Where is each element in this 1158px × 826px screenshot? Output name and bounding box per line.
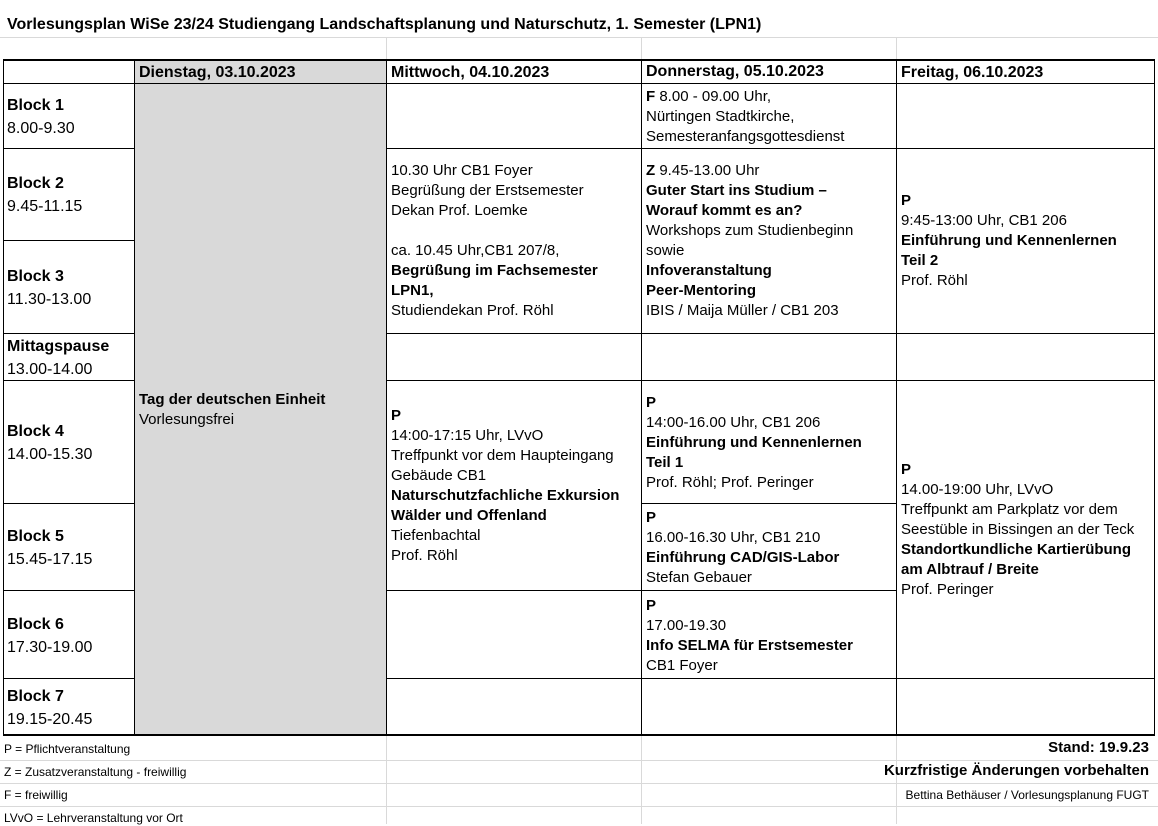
legend-item: F = freiwillig — [4, 788, 68, 802]
event-title: Peer-Mentoring — [646, 282, 757, 299]
event-text: Workshops zum Studienbeginn — [646, 222, 854, 239]
table-border — [641, 59, 642, 736]
event-text: 16.00-16.30 Uhr, CB1 210 — [646, 529, 821, 546]
event-text: Stefan Gebauer — [646, 569, 752, 586]
legend-item: Z = Zusatzveranstaltung - freiwillig — [4, 765, 187, 779]
block-time: 14.00-15.30 — [7, 446, 93, 463]
table-border — [386, 380, 1155, 381]
sheet-gridline — [896, 37, 897, 59]
event-text: Seestüble in Bissingen an der Teck — [901, 521, 1135, 538]
block-label: Mittagspause — [7, 338, 110, 355]
event-text: IBIS / Maija Müller / CB1 203 — [646, 302, 839, 319]
event-title: Naturschutzfachliche Exkursion — [391, 487, 620, 504]
event-text: Semesteranfangsgottesdienst — [646, 128, 845, 145]
table-border — [386, 678, 1155, 679]
event-title: Info SELMA für Erstsemester — [646, 637, 853, 654]
block-label: Block 6 — [7, 616, 64, 633]
event-text: Treffpunkt vor dem Haupteingang — [391, 447, 614, 464]
table-border — [3, 59, 1155, 61]
changes-note: Kurzfristige Änderungen vorbehalten — [883, 762, 1149, 779]
block-label: Block 3 — [7, 268, 64, 285]
block-time: 8.00-9.30 — [7, 120, 75, 137]
event-text: 14:00-17:15 Uhr, LVvO — [391, 427, 544, 444]
table-border — [641, 503, 896, 504]
table-border — [386, 59, 387, 736]
table-border — [3, 590, 135, 591]
event-title: Teil 2 — [901, 252, 939, 269]
sheet-gridline — [386, 736, 387, 824]
day-header-thursday: Donnerstag, 05.10.2023 — [646, 63, 824, 80]
block-label: Block 5 — [7, 528, 64, 545]
event-tag: P — [646, 509, 657, 526]
event-text: 14:00-16.00 Uhr, CB1 206 — [646, 414, 821, 431]
event-text: ca. 10.45 Uhr,CB1 207/8, — [391, 242, 560, 259]
event-text: Tiefenbachtal — [391, 527, 481, 544]
block-label: Block 2 — [7, 175, 64, 192]
block-time: 15.45-17.15 — [7, 551, 93, 568]
table-border — [896, 59, 897, 736]
legend-item: P = Pflichtveranstaltung — [4, 742, 131, 756]
event-text: Prof. Röhl — [391, 547, 458, 564]
event-text: Dekan Prof. Loemke — [391, 202, 528, 219]
event-tag: P — [901, 192, 912, 209]
event-text: sowie — [646, 242, 685, 259]
table-border — [3, 59, 4, 736]
event-text: 10.30 Uhr CB1 Foyer — [391, 162, 533, 179]
event-title: Begrüßung im Fachsemester — [391, 262, 598, 279]
event-title: am Albtrauf / Breite — [901, 561, 1039, 578]
event-title: Teil 1 — [646, 454, 684, 471]
block-time: 17.30-19.00 — [7, 639, 93, 656]
event-tag: P — [391, 407, 402, 424]
event-text: Begrüßung der Erstsemester — [391, 182, 584, 199]
event-text: Prof. Peringer — [901, 581, 994, 598]
holiday-note: Vorlesungsfrei — [139, 411, 235, 428]
table-border — [386, 333, 1155, 334]
event-text: Treffpunkt am Parkplatz vor dem — [901, 501, 1118, 518]
event-text: Prof. Röhl; Prof. Peringer — [646, 474, 814, 491]
block-time: 13.00-14.00 — [7, 361, 93, 378]
event-text: CB1 Foyer — [646, 657, 718, 674]
event-text: 17.00-19.30 — [646, 617, 727, 634]
event-title: Einführung und Kennenlernen — [646, 434, 862, 451]
event-title: Infoveranstaltung — [646, 262, 772, 279]
event-title: Guter Start ins Studium – — [646, 182, 827, 199]
event-title: Einführung CAD/GIS-Labor — [646, 549, 840, 566]
table-border — [3, 240, 135, 241]
table-border — [3, 678, 135, 679]
event-tag-line: Z 9.45-13.00 Uhr — [646, 162, 760, 179]
table-border — [1154, 59, 1155, 736]
event-title: Einführung und Kennenlernen — [901, 232, 1117, 249]
stand-date: Stand: 19.9.23 — [1048, 739, 1149, 756]
table-border — [386, 148, 1155, 149]
sheet-gridline — [0, 806, 1158, 807]
block-label: Block 7 — [7, 688, 64, 705]
event-tag: P — [901, 461, 912, 478]
author-note: Bettina Bethäuser / Vorlesungsplanung FUGT — [905, 788, 1149, 802]
event-title: Wälder und Offenland — [391, 507, 547, 524]
event-text: Prof. Röhl — [901, 272, 968, 289]
sheet-gridline — [0, 37, 1158, 38]
table-border — [3, 503, 135, 504]
sheet-gridline — [641, 37, 642, 59]
event-tag: P — [646, 394, 657, 411]
sheet-gridline — [641, 736, 642, 824]
event-tag-line: F 8.00 - 09.00 Uhr, — [646, 88, 772, 105]
table-border — [134, 59, 135, 736]
sheet-gridline — [386, 37, 387, 59]
day-header-tuesday: Dienstag, 03.10.2023 — [139, 64, 296, 81]
event-tag: P — [646, 597, 657, 614]
block-time: 11.30-13.00 — [7, 291, 92, 308]
table-border — [3, 333, 135, 334]
table-border — [3, 148, 135, 149]
event-text: Studiendekan Prof. Röhl — [391, 302, 554, 319]
holiday-title: Tag der deutschen Einheit — [139, 391, 326, 408]
event-text: 14.00-19:00 Uhr, LVvO — [901, 481, 1054, 498]
block-label: Block 4 — [7, 423, 64, 440]
event-text: Gebäude CB1 — [391, 467, 487, 484]
block-label: Block 1 — [7, 97, 64, 114]
page-title: Vorlesungsplan WiSe 23/24 Studiengang Landschaftsplanung und Naturschutz, 1. Semester (LPN1) — [7, 16, 762, 33]
block-time: 9.45-11.15 — [7, 198, 83, 215]
event-text: Nürtingen Stadtkirche, — [646, 108, 795, 125]
sheet-gridline — [0, 783, 1158, 784]
event-text: 9:45-13:00 Uhr, CB1 206 — [901, 212, 1067, 229]
legend-item: LVvO = Lehrveranstaltung vor Ort — [4, 811, 183, 825]
event-title: Standortkundliche Kartierübung — [901, 541, 1132, 558]
block-time: 19.15-20.45 — [7, 711, 93, 728]
day-header-wednesday: Mittwoch, 04.10.2023 — [391, 64, 550, 81]
event-title: LPN1, — [391, 282, 434, 299]
table-border — [3, 734, 1155, 736]
day-header-friday: Freitag, 06.10.2023 — [901, 64, 1044, 81]
event-title: Worauf kommt es an? — [646, 202, 803, 219]
